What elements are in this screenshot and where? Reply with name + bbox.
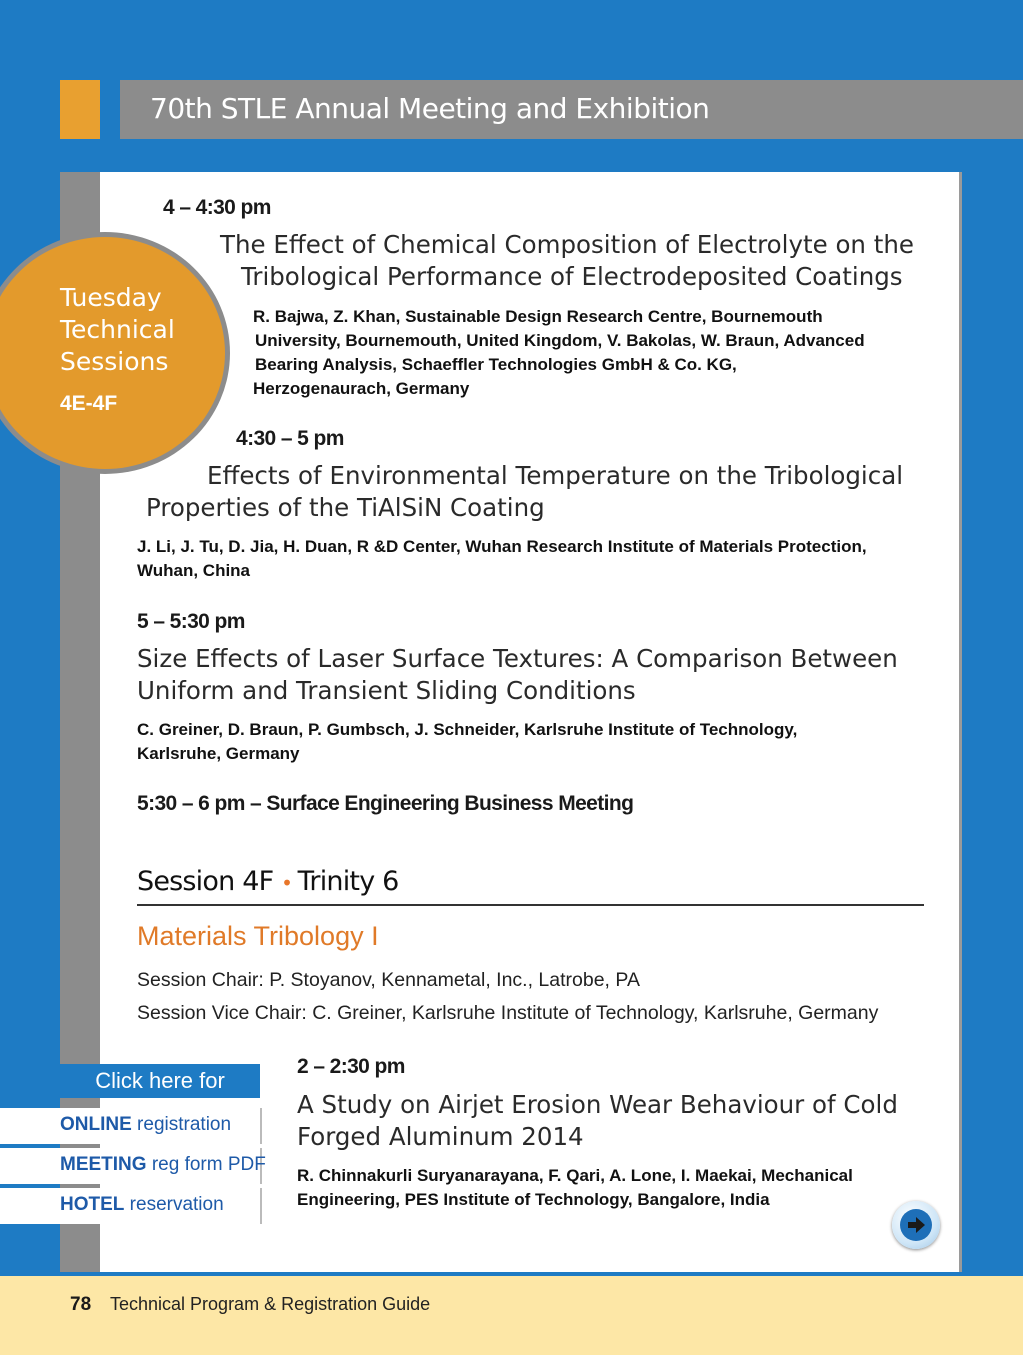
header-bar [120,80,1023,139]
talk-title: Size Effects of Laser Surface Textures: A Comparison Between [137,644,898,673]
online-registration-link[interactable] [0,1108,262,1144]
arrow-right-icon [900,1209,932,1241]
page-footer [0,1276,1023,1355]
talk-title: A Study on Airjet Erosion Wear Behaviour of Cold [297,1090,898,1119]
link-text: registration [131,1114,232,1135]
talk-title: Uniform and Transient Sliding Conditions [137,676,636,705]
talk-time: 4:30 – 5 pm [236,427,344,450]
footer-title: Technical Program & Registration Guide [110,1294,431,1314]
link-text: reservation [124,1194,224,1215]
talk-title: Tribological Performance of Electrodeposited Coatings [241,262,903,291]
talk-authors: C. Greiner, D. Braun, P. Gumbsch, J. Schneider, Karlsruhe Institute of Technology, [137,720,798,739]
business-meeting: 5:30 – 6 pm – Surface Engineering Business Meeting [137,792,634,815]
badge-day: Tuesday [60,283,162,312]
talk-authors: Bearing Analysis, Schaeffler Technologies GmbH & Co. KG, [255,355,737,374]
badge-label: Sessions [60,347,169,376]
talk-time: 4 – 4:30 pm [163,196,271,219]
talk-authors: R. Bajwa, Z. Khan, Sustainable Design Research Centre, Bournemouth [253,307,823,326]
session-vice-chair: Session Vice Chair: C. Greiner, Karlsruhe Institute of Technology, Karlsruhe, Germany [137,1002,879,1024]
divider [137,904,924,906]
hotel-reservation-link[interactable] [0,1188,262,1224]
link-key: HOTEL [60,1194,125,1215]
click-here-label: Click here for [60,1064,260,1098]
talk-authors: Karlsruhe, Germany [137,744,300,763]
meeting-reg-form-link[interactable] [0,1148,266,1184]
link-key: MEETING [60,1154,147,1175]
page-title: 70th STLE Annual Meeting and Exhibition [150,92,710,125]
talk-authors: Herzogenaurach, Germany [253,379,470,398]
talk-time: 5 – 5:30 pm [137,610,245,633]
session-heading [137,866,399,897]
next-page-button[interactable] [892,1201,940,1249]
talk-authors: Wuhan, China [137,561,251,580]
session-name: Session 4F [137,866,274,897]
header-accent [60,80,100,139]
bullet-icon: • [281,871,298,895]
talk-authors: R. Chinnakurli Suryanarayana, F. Qari, A. Lone, I. Maekai, Mechanical [297,1166,853,1185]
link-key: ONLINE [60,1114,132,1135]
session-chair: Session Chair: P. Stoyanov, Kennametal, Inc., Latrobe, PA [137,969,640,991]
talk-authors: J. Li, J. Tu, D. Jia, H. Duan, R &D Center, Wuhan Research Institute of Materials Protection, [137,537,867,556]
badge-type: Technical [60,315,175,344]
talk-title: Forged Aluminum 2014 [297,1122,584,1151]
talk-title: Properties of the TiAlSiN Coating [146,493,545,522]
badge-session-code: 4E-4F [60,392,118,415]
talk-authors: University, Bournemouth, United Kingdom, V. Bakolas, W. Braun, Advanced [255,331,865,350]
link-text: reg form PDF [146,1154,266,1175]
talk-title: Effects of Environmental Temperature on the Tribological [207,461,904,490]
talk-time: 2 – 2:30 pm [297,1055,405,1078]
talk-title: The Effect of Chemical Composition of Electrolyte on the [220,230,914,259]
session-track: Materials Tribology I [137,921,379,951]
session-room: Trinity 6 [297,866,399,897]
page-number: 78 [70,1294,92,1315]
talk-authors: Engineering, PES Institute of Technology, Bangalore, India [297,1190,770,1209]
